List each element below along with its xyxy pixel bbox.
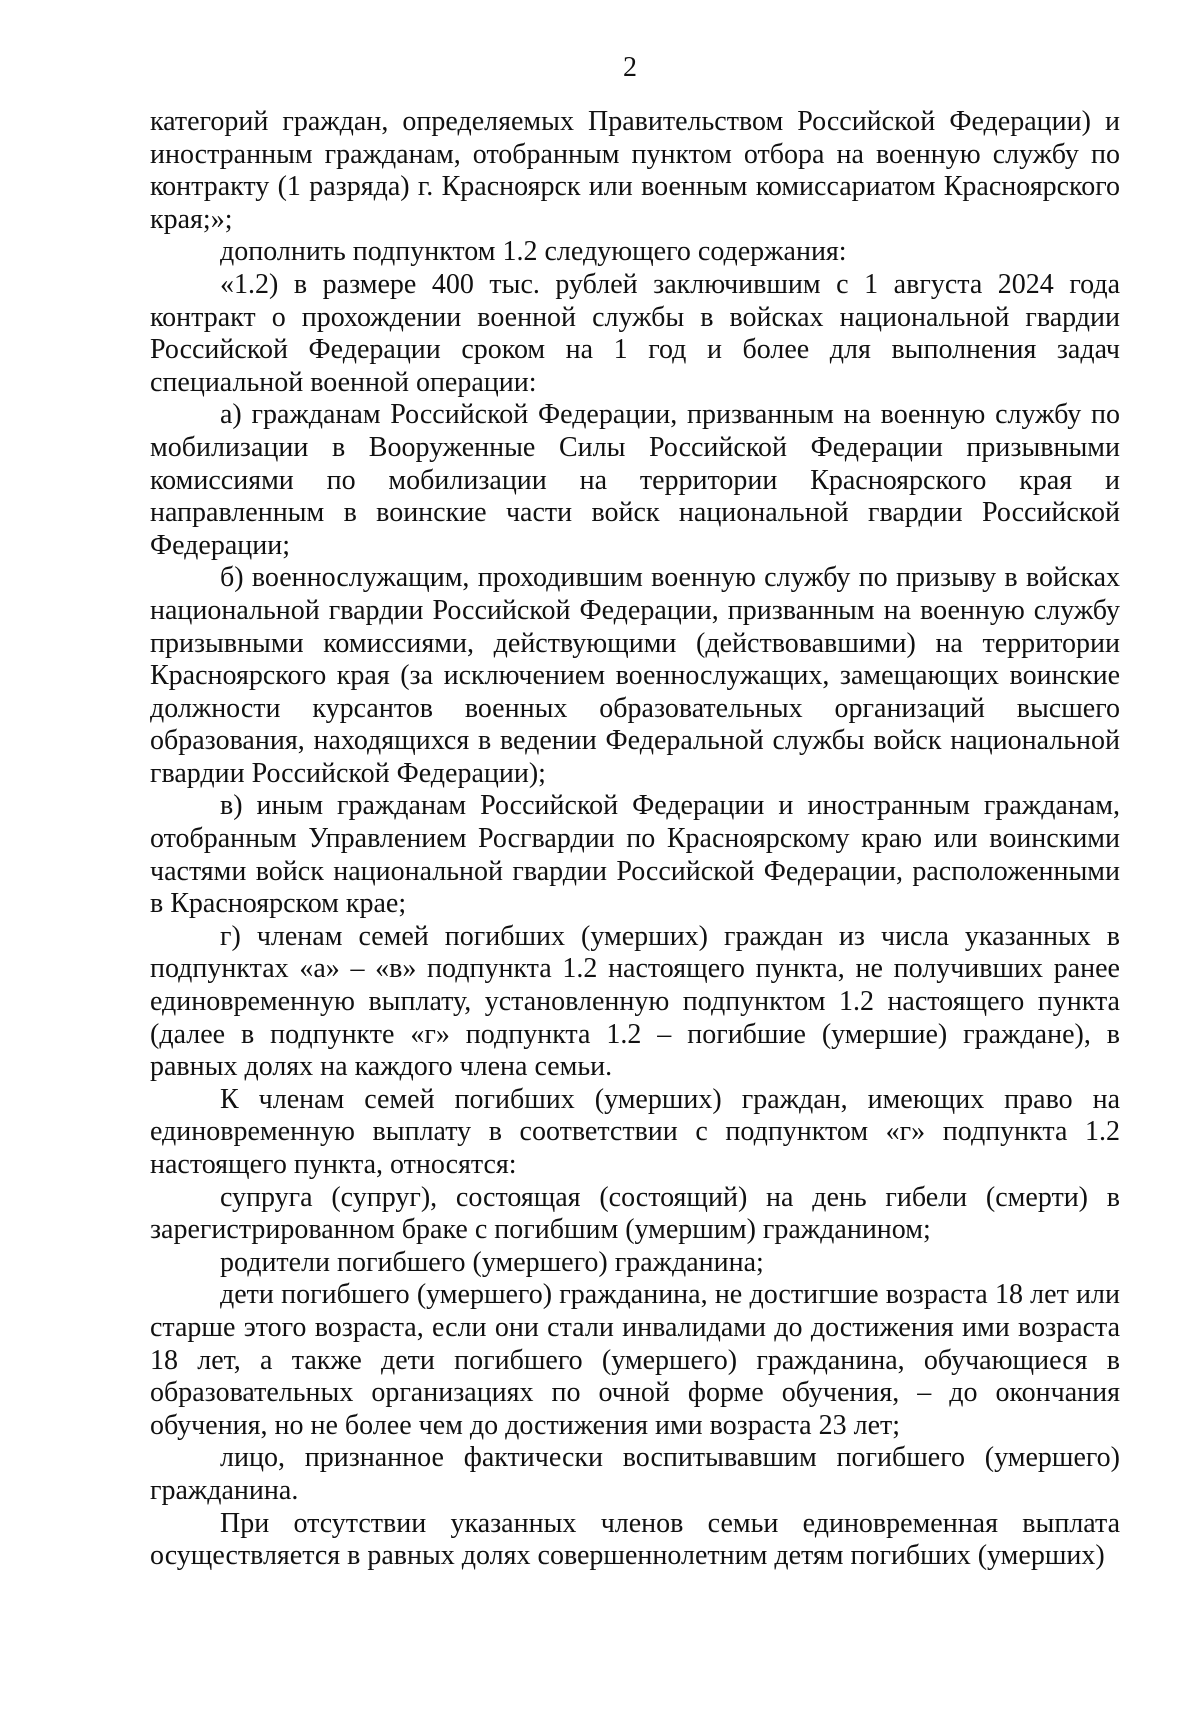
paragraph: б) военнослужащим, проходившим военную службу по призыву в войсках национальной гвардии Российской Федерации, призванным на военную службу призывными комиссиями, действующими (действовавшими) на территории Красноярского края (за исключением военнослужащих, замещающих воинские должности курсантов военных образовательных организаций высшего образования, находящихся в ведении Федеральной службы войск национальной гвардии Российской Федерации); xyxy=(150,562,1120,789)
paragraph: дети погибшего (умершего) гражданина, не достигшие возраста 18 лет или старше этого возраста, если они стали инвалидами до достижения ими возраста 18 лет, а также дети погибшего (умершего) гражданина, обучающиеся в образовательных организациях по очной форме обучения, – до окончания обучения, но не более чем до достижения ими возраста 23 лет; xyxy=(150,1279,1120,1441)
document-body xyxy=(150,106,1120,1573)
paragraph: в) иным гражданам Российской Федерации и иностранным гражданам, отобранным Управлением Росгвардии по Красноярскому краю или воинскими частями войск национальной гвардии Российской Федерации, расположенными в Красноярском крае; xyxy=(150,790,1120,920)
paragraph: супруга (супруг), состоящая (состоящий) на день гибели (смерти) в зарегистрированном браке с погибшим (умершим) гражданином; xyxy=(150,1181,1120,1246)
paragraph: К членам семей погибших (умерших) граждан, имеющих право на единовременную выплату в соответствии с подпунктом «г» подпункта 1.2 настоящего пункта, относятся: xyxy=(150,1083,1120,1180)
paragraph: дополнить подпунктом 1.2 следующего содержания: xyxy=(220,236,847,268)
paragraph: г) членам семей погибших (умерших) граждан из числа указанных в подпунктах «а» – «в» подпункта 1.2 настоящего пункта, не получивших ранее единовременную выплату, установленную подпунктом 1.2 настоящего пункта (далее в подпункте «г» подпункта 1.2 – погибшие (умершие) граждане), в равных долях на каждого члена семьи. xyxy=(150,920,1120,1083)
paragraph: лицо, признанное фактически воспитывавшим погибшего (умершего) гражданина. xyxy=(150,1442,1120,1506)
page-number: 2 xyxy=(623,52,637,83)
paragraph: категорий граждан, определяемых Правительством Российской Федерации) и иностранным гражданам, отобранным пунктом отбора на военную службу по контракту (1 разряда) г. Красноярск или военным комиссариатом Красноярского края;»; xyxy=(150,106,1120,235)
paragraph: а) гражданам Российской Федерации, призванным на военную службу по мобилизации в Вооруженные Силы Российской Федерации призывными комиссиями по мобилизации на территории Красноярского края и направленным в воинские части войск национальной гвардии Российской Федерации; xyxy=(150,399,1120,561)
paragraph: «1.2) в размере 400 тыс. рублей заключившим с 1 августа 2024 года контракт о прохождении военной службы в войсках национальной гвардии Российской Федерации сроком на 1 год и более для выполнения задач специальной военной операции: xyxy=(150,268,1120,398)
paragraph: При отсутствии указанных членов семьи единовременная выплата осуществляется в равных долях совершеннолетним детям погибших (умерших) xyxy=(150,1507,1120,1572)
paragraph: родители погибшего (умершего) гражданина; xyxy=(220,1246,764,1278)
